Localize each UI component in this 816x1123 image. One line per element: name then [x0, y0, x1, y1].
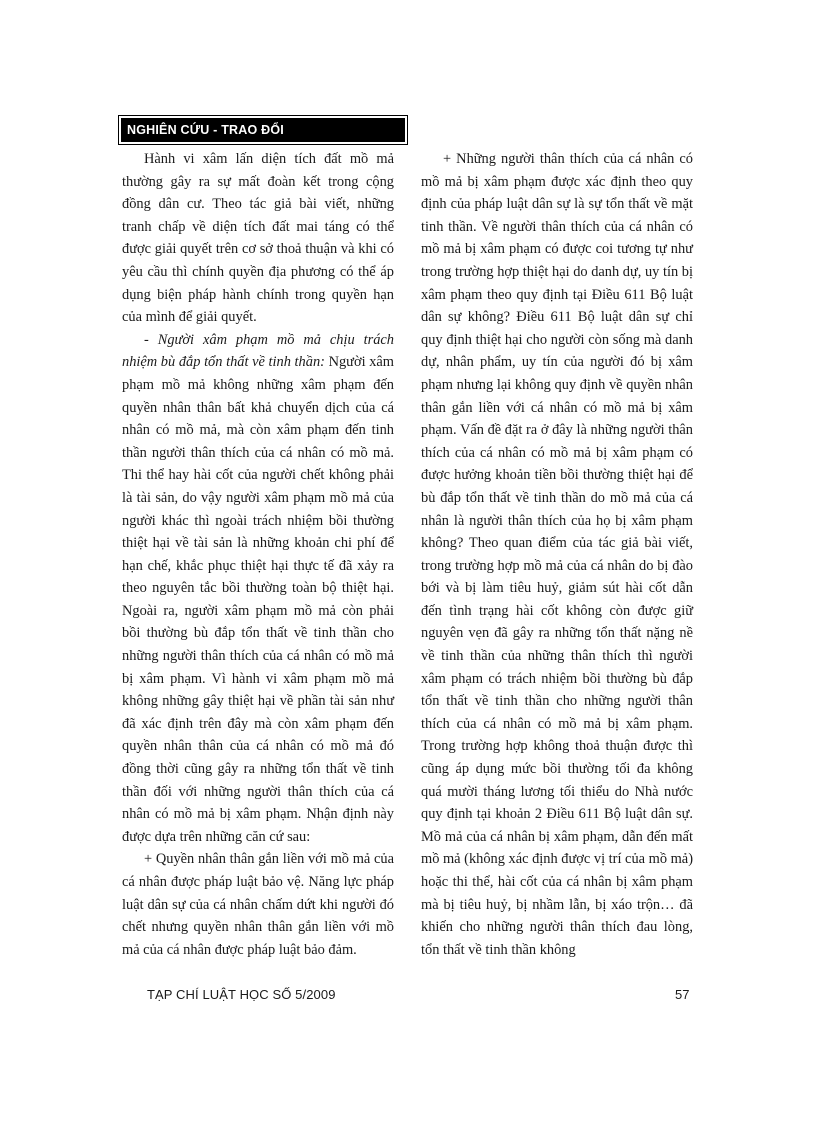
footer-journal-title: TẠP CHÍ LUẬT HỌC SỐ 5/2009 — [147, 987, 336, 1002]
left-paragraph-2 — [122, 329, 394, 849]
left-paragraph-3: + Quyền nhân thân gắn liền với mồ mả của cá nhân được pháp luật bảo vệ. Năng lực pháp luật dân sự của cá nhân chấm dứt khi người đó chết nhưng quyền nhân thân gắn liền với mồ mả của cá nhân được pháp luật bảo đảm. — [122, 851, 394, 958]
left-paragraph-2-italic-lead: - Người xâm phạm mồ mả chịu trách nhiệm bù đắp tổn thất về tinh thần: — [122, 331, 394, 371]
right-column — [421, 148, 693, 961]
left-paragraph-2-body: Người xâm phạm mồ mả không những xâm phạm đến quyền nhân thân bất khả chuyển dịch của cá nhân có mồ mả, mà còn xâm phạm đến tinh thần người thân thích của cá nhân có mồ mả. Thi thể hay hài cốt của người chết không phải là tài sản, do vậy người xâm phạm mồ mả của người khác thì ngoài trách nhiệm bồi thường thiệt hại về tài sản là những khoản chi phí để hạn chế, khắc phục thiệt hại thực tế đã xảy ra theo nguyên tắc bồi thường toàn bộ thiệt hại. Ngoài ra, người xâm phạm mồ mả còn phải bồi thường bù đắp tổn thất về tinh thần cho những người thân thích của cá nhân có mồ mả bị xâm phạm. Vì hành vi xâm phạm mồ mả không những gây thiệt hại về phần tài sản như đã xác định trên đây mà còn xâm phạm đến quyền nhân thân của cá nhân có mồ mả đó đồng thời cũng gây ra những tổn thất về tinh thần đối với những người thân thích của cá nhân có mồ mả bị xâm phạm. Nhận định này được dựa trên những căn cứ sau: — [122, 354, 394, 845]
left-column — [122, 148, 394, 961]
page-number: 57 — [675, 987, 690, 1002]
section-tag — [118, 115, 408, 145]
right-paragraph-1: + Những người thân thích của cá nhân có mồ mả bị xâm phạm được xác định theo quy định của pháp luật dân sự là sự tổn thất về mặt tinh thần. Về người thân thích của cá nhân có mồ mả bị xâm phạm có được coi tương tự như trong trường hợp thiệt hại do danh dự, uy tín bị xâm phạm theo quy định tại Điều 611 Bộ luật dân sự không? Điều 611 Bộ luật dân sự chỉ quy định thiệt hại cho người còn sống mà danh dự, nhân phẩm, uy tín của người đó bị xâm phạm nhưng lại không quy định về quyền nhân thân gắn liền với cá nhân có mồ mả bị xâm phạm. Vấn đề đặt ra ở đây là những người thân thích của cá nhân có mồ mả bị xâm phạm có được hưởng khoản tiền bồi thường thiệt hại để bù đắp tổn thất về tinh thần do mồ mả của cá nhân là người thân thích của họ bị xâm phạm không? Theo quan điểm của tác giả bài viết, trong trường hợp mồ mả của cá nhân do bị đào bới và bị làm tiêu huỷ, giảm sút hài cốt dẫn đến tình trạng hài cốt không còn được giữ nguyên vẹn đã gây ra những tổn thất nặng nề về tinh thần của những thân thích thì người xâm phạm có trách nhiệm bồi thường bù đắp tổn thất về tinh thần cho những người thân thích của cá nhân có mồ mả bị xâm phạm. Trong trường hợp không thoả thuận được thì cũng áp dụng mức bồi thường tối đa không quá mười tháng lương tối thiểu do Nhà nước quy định tại khoản 2 Điều 611 Bộ luật dân sự. Mồ mả của cá nhân bị xâm phạm, dẫn đến mất mồ mả (không xác định được vị trí của mồ mả) hoặc thi thể, hài cốt của cá nhân bị xâm phạm mà bị tiêu huỷ, bị nhầm lẫn, bị xáo trộn… đã khiến cho những người thân thích đau lòng, tổn thất về tinh thần không — [421, 151, 693, 958]
left-paragraph-1: Hành vi xâm lấn diện tích đất mồ mả thường gây ra sự mất đoàn kết trong cộng đồng dân cư. Theo tác giả bài viết, những tranh chấp về diện tích đất mai táng có thể được giải quyết trên cơ sở thoả thuận và khi có yêu cầu thì chính quyền địa phương có thể áp dụng biện pháp hành chính trong quyền hạn của mình để giải quyết. — [122, 151, 394, 326]
section-tag-label: NGHIÊN CỨU - TRAO ĐỔI — [121, 118, 405, 142]
